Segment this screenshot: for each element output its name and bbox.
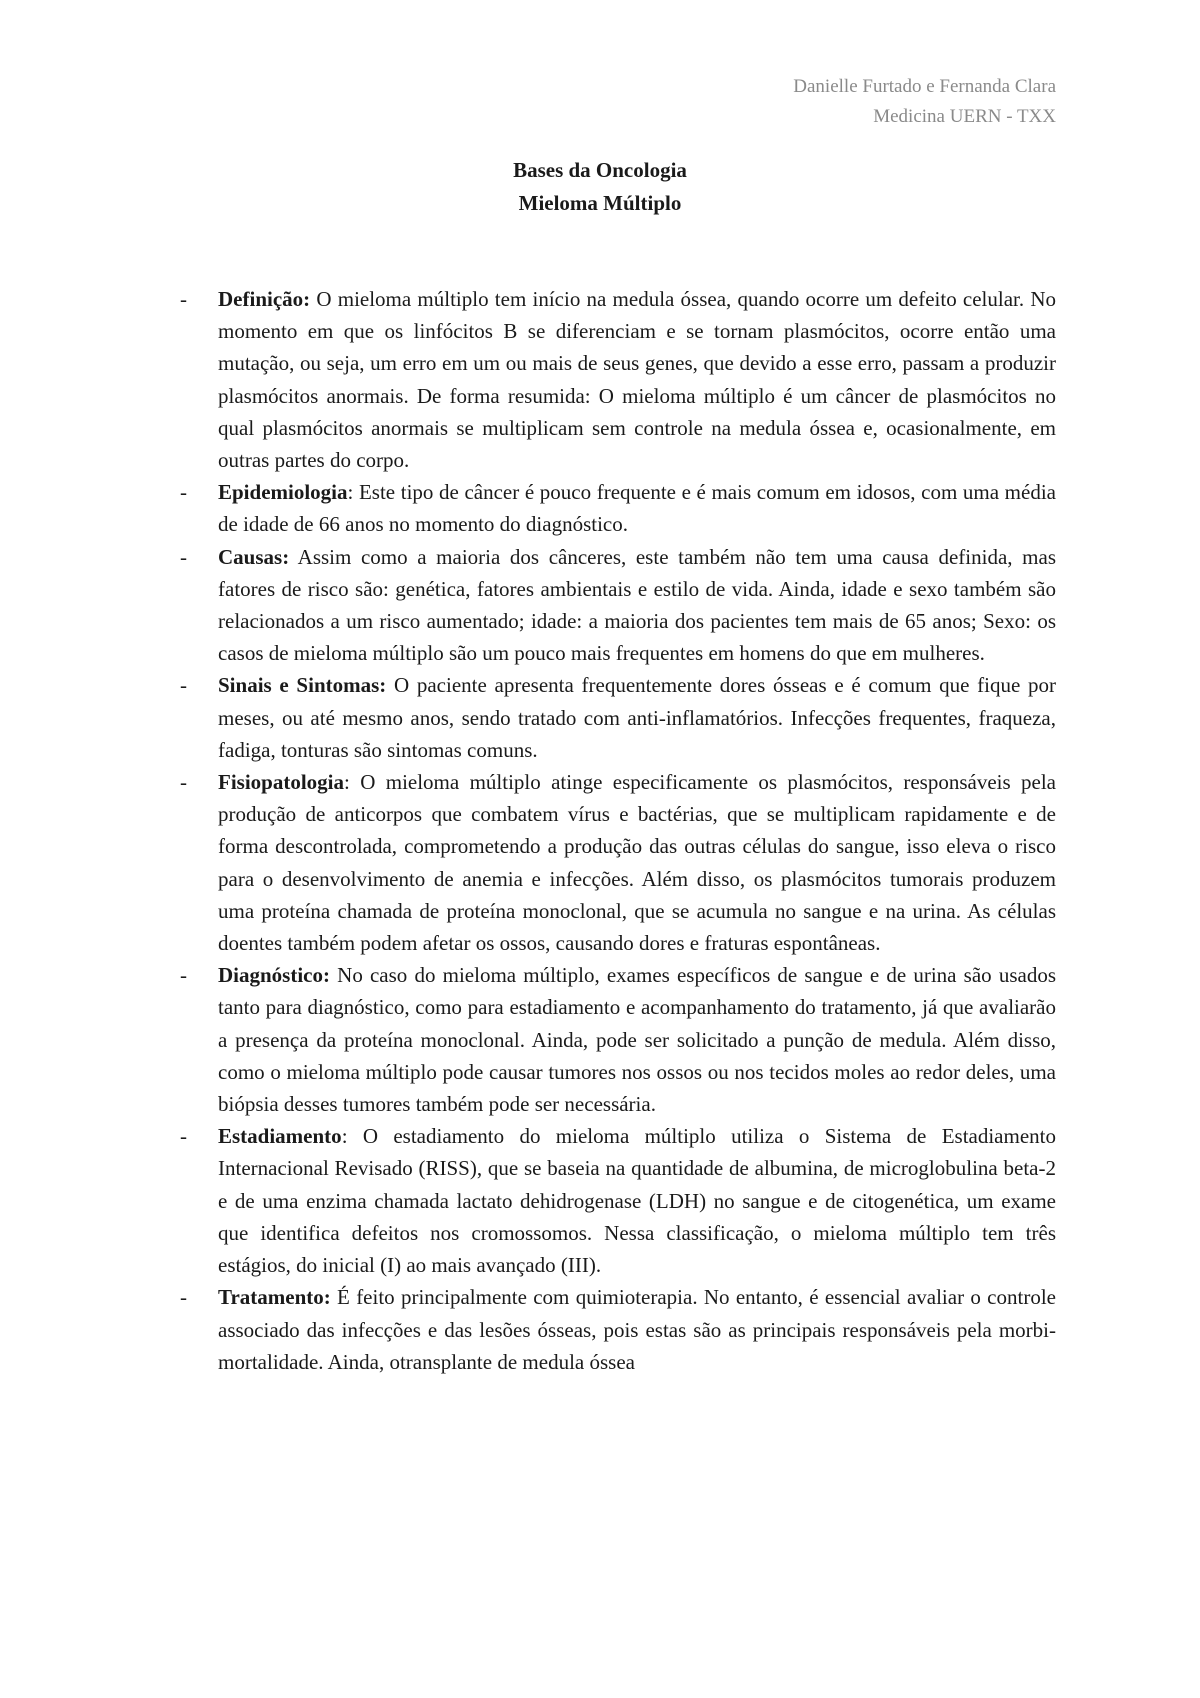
item-text: O paciente apresenta frequentemente dores ósseas e é comum que fique por meses, ou até mesmo anos, sendo tratado com anti-inflamatórios. Infecções frequentes, fraqueza, fadiga, tonturas são sintomas comuns.: [218, 673, 1056, 762]
item-term: Fisiopatologia: [218, 770, 345, 795]
item-text: : Este tipo de câncer é pouco frequente e é mais comum em idosos, com uma média de idade de 66 anos no momento do diagnóstico.: [218, 480, 1056, 537]
item-text: : O mieloma múltiplo atinge especificamente os plasmócitos, responsáveis pela produção de anticorpos que combatem vírus e bactérias, que se multiplicam rapidamente e de forma descontrolada, comprometendo a produção das outras células do sangue, isso eleva o risco para o desenvolvimento de anemia e infecções. Além disso, os plasmócitos tumorais produzem uma proteína chamada de proteína monoclonal, que se acumula no sangue e na urina. As células doentes também podem afetar os ossos, causando dores e fraturas espontâneas.: [218, 770, 1056, 956]
document-subtitle: Mieloma Múltiplo: [518, 191, 682, 215]
list-item-definicao: [180, 283, 1056, 476]
document-title: Bases da Oncologia: [513, 158, 687, 182]
item-text: É feito principalmente com quimioterapia. No entanto, é essencial avaliar o controle associado das infecções e das lesões ósseas, pois estas são as principais responsáveis pela morbi-mortalidade. Ainda, otransplante de medula óssea: [218, 1285, 1056, 1374]
list-item-tratamento: [180, 1281, 1056, 1378]
bullet-dash: -: [180, 770, 187, 795]
item-term: Diagnóstico:: [218, 963, 330, 988]
item-text: No caso do mieloma múltiplo, exames específicos de sangue e de urina são usados tanto para diagnóstico, como para estadiamento e acompanhamento do tratamento, já que avaliarão a presença da proteína monoclonal. Ainda, pode ser solicitado a punção de medula. Além disso, como o mieloma múltiplo pode causar tumores nos ossos ou nos tecidos moles ao redor deles, uma biópsia desses tumores também pode ser necessária.: [218, 963, 1056, 1117]
item-term: Estadiamento: [218, 1124, 342, 1149]
item-term: Sinais e Sintomas:: [218, 673, 387, 698]
page-header: [793, 72, 1056, 132]
list-item-estadiamento: [180, 1120, 1056, 1281]
item-term: Tratamento:: [218, 1285, 331, 1310]
list-item-fisiopatologia: [180, 766, 1056, 959]
bullet-dash: -: [180, 480, 187, 505]
bullet-dash: -: [180, 287, 187, 311]
document-titles: [0, 154, 1200, 220]
list-item-sinais-sintomas: [180, 669, 1056, 766]
item-text: O mieloma múltiplo tem início na medula óssea, quando ocorre um defeito celular. No momento em que os linfócitos B se diferenciam e se tornam plasmócitos, ocorre então uma mutação, ou seja, um erro em um ou mais de seus genes, que devido a esse erro, passam a produzir plasmócitos anormais. De forma resumida: O mieloma múltiplo é um câncer de plasmócitos no qual plasmócitos anormais se multiplicam sem controle na medula óssea e, ocasionalmente, em outras partes do corpo.: [218, 287, 1056, 473]
item-term: Causas:: [218, 544, 290, 569]
item-term: Epidemiologia: [218, 480, 348, 505]
item-text: : O estadiamento do mieloma múltiplo utiliza o Sistema de Estadiamento Internacional Revisado (RISS), que se baseia na quantidade de albumina, de microglobulina beta-2 e de uma enzima chamada lactato dehidrogenase (LDH) no sangue e de citogenética, um exame que identifica defeitos nos cromossomos. Nessa classificação, o mieloma múltiplo tem três estágios, do inicial (I) ao mais avançado (III).: [218, 1124, 1056, 1278]
bullet-dash: -: [180, 673, 187, 698]
bullet-list: [180, 283, 1056, 1378]
item-term: Definição:: [218, 287, 311, 311]
list-item-diagnostico: [180, 959, 1056, 1120]
authors-line: Danielle Furtado e Fernanda Clara: [793, 76, 1056, 97]
list-item-causas: [180, 541, 1056, 670]
bullet-dash: -: [180, 963, 187, 988]
bullet-dash: -: [180, 544, 187, 569]
bullet-dash: -: [180, 1124, 187, 1149]
course-line: Medicina UERN - TXX: [873, 106, 1056, 127]
item-text: Assim como a maioria dos cânceres, este também não tem uma causa definida, mas fatores de risco são: genética, fatores ambientais e estilo de vida. Ainda, idade e sexo também são relacionados a um risco aumentado; idade: a maioria dos pacientes tem mais de 65 anos; Sexo: os casos de mieloma múltiplo são um pouco mais frequentes em homens do que em mulheres.: [218, 544, 1056, 666]
bullet-dash: -: [180, 1285, 187, 1310]
list-item-epidemiologia: [180, 476, 1056, 540]
